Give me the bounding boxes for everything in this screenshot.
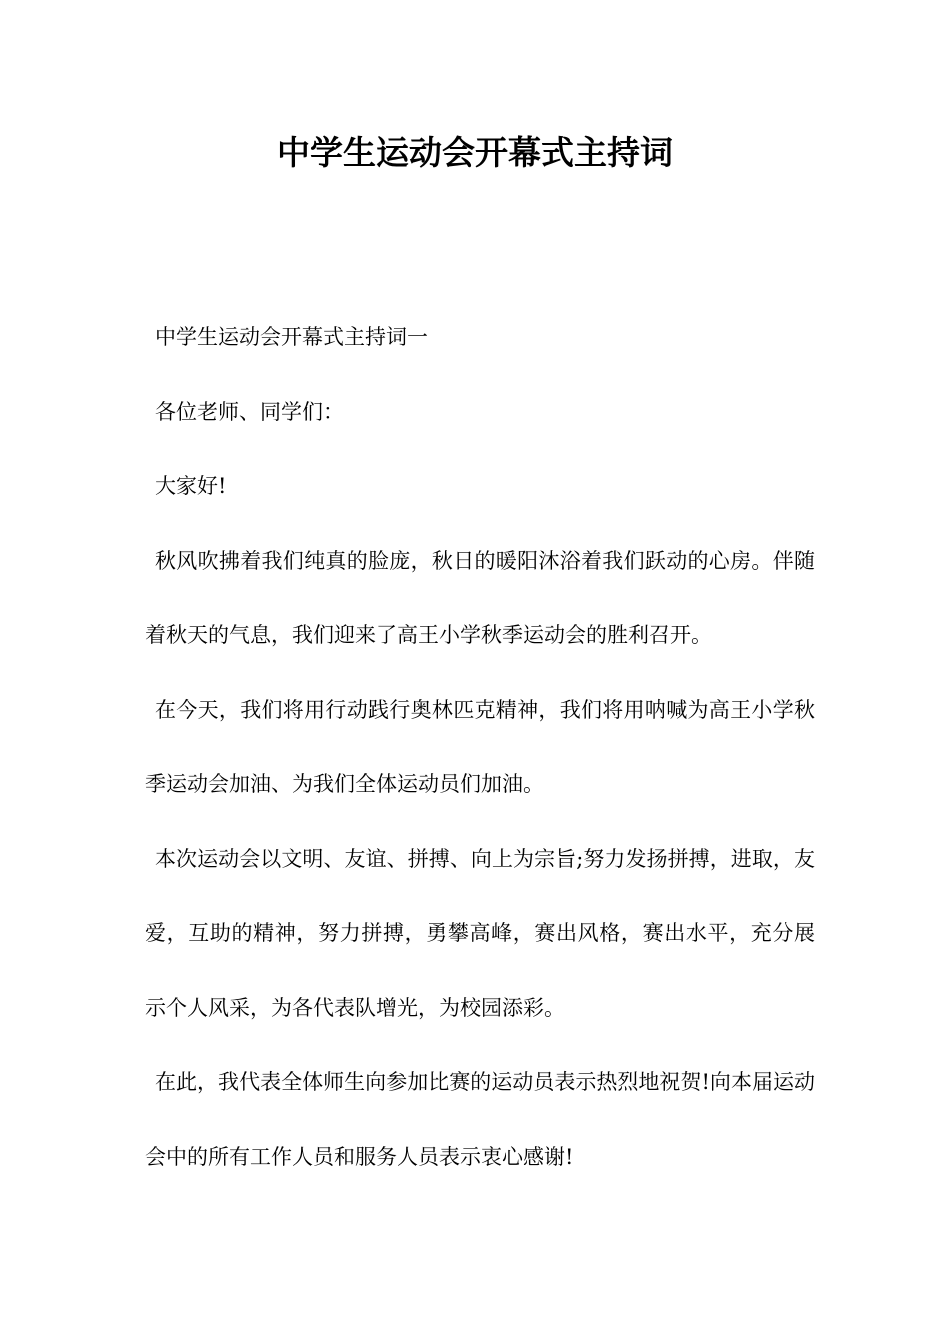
paragraph-heading: 中学生运动会开幕式主持词一 — [155, 325, 428, 349]
paragraph-purpose: 本次运动会以文明、友谊、拼搏、向上为宗旨;努力发扬拼搏，进取，友爱，互助的精神，努力拼搏，勇攀高峰，赛出风格，赛出水平，充分展示个人风采，为各代表队增光，为校园添彩。 — [145, 846, 815, 1020]
paragraph-olympic-spirit: 在今天，我们将用行动践行奥林匹克精神，我们将用呐喊为高王小学秋季运动会加油、为我们全体运动员们加油。 — [145, 697, 815, 796]
paragraph-autumn: 秋风吹拂着我们纯真的脸庞，秋日的暖阳沐浴着我们跃动的心房。伴随着秋天的气息，我们迎来了高王小学秋季运动会的胜利召开。 — [145, 548, 815, 647]
paragraph-thanks: 在此，我代表全体师生向参加比赛的运动员表示热烈地祝贺!向本届运动会中的所有工作人员和服务人员表示衷心感谢! — [145, 1070, 815, 1169]
document-title: 中学生运动会开幕式主持词 — [277, 133, 673, 172]
paragraph-salutation: 各位老师、同学们： — [155, 399, 344, 424]
paragraph-greeting: 大家好! — [155, 474, 227, 498]
document-body — [145, 300, 815, 1194]
